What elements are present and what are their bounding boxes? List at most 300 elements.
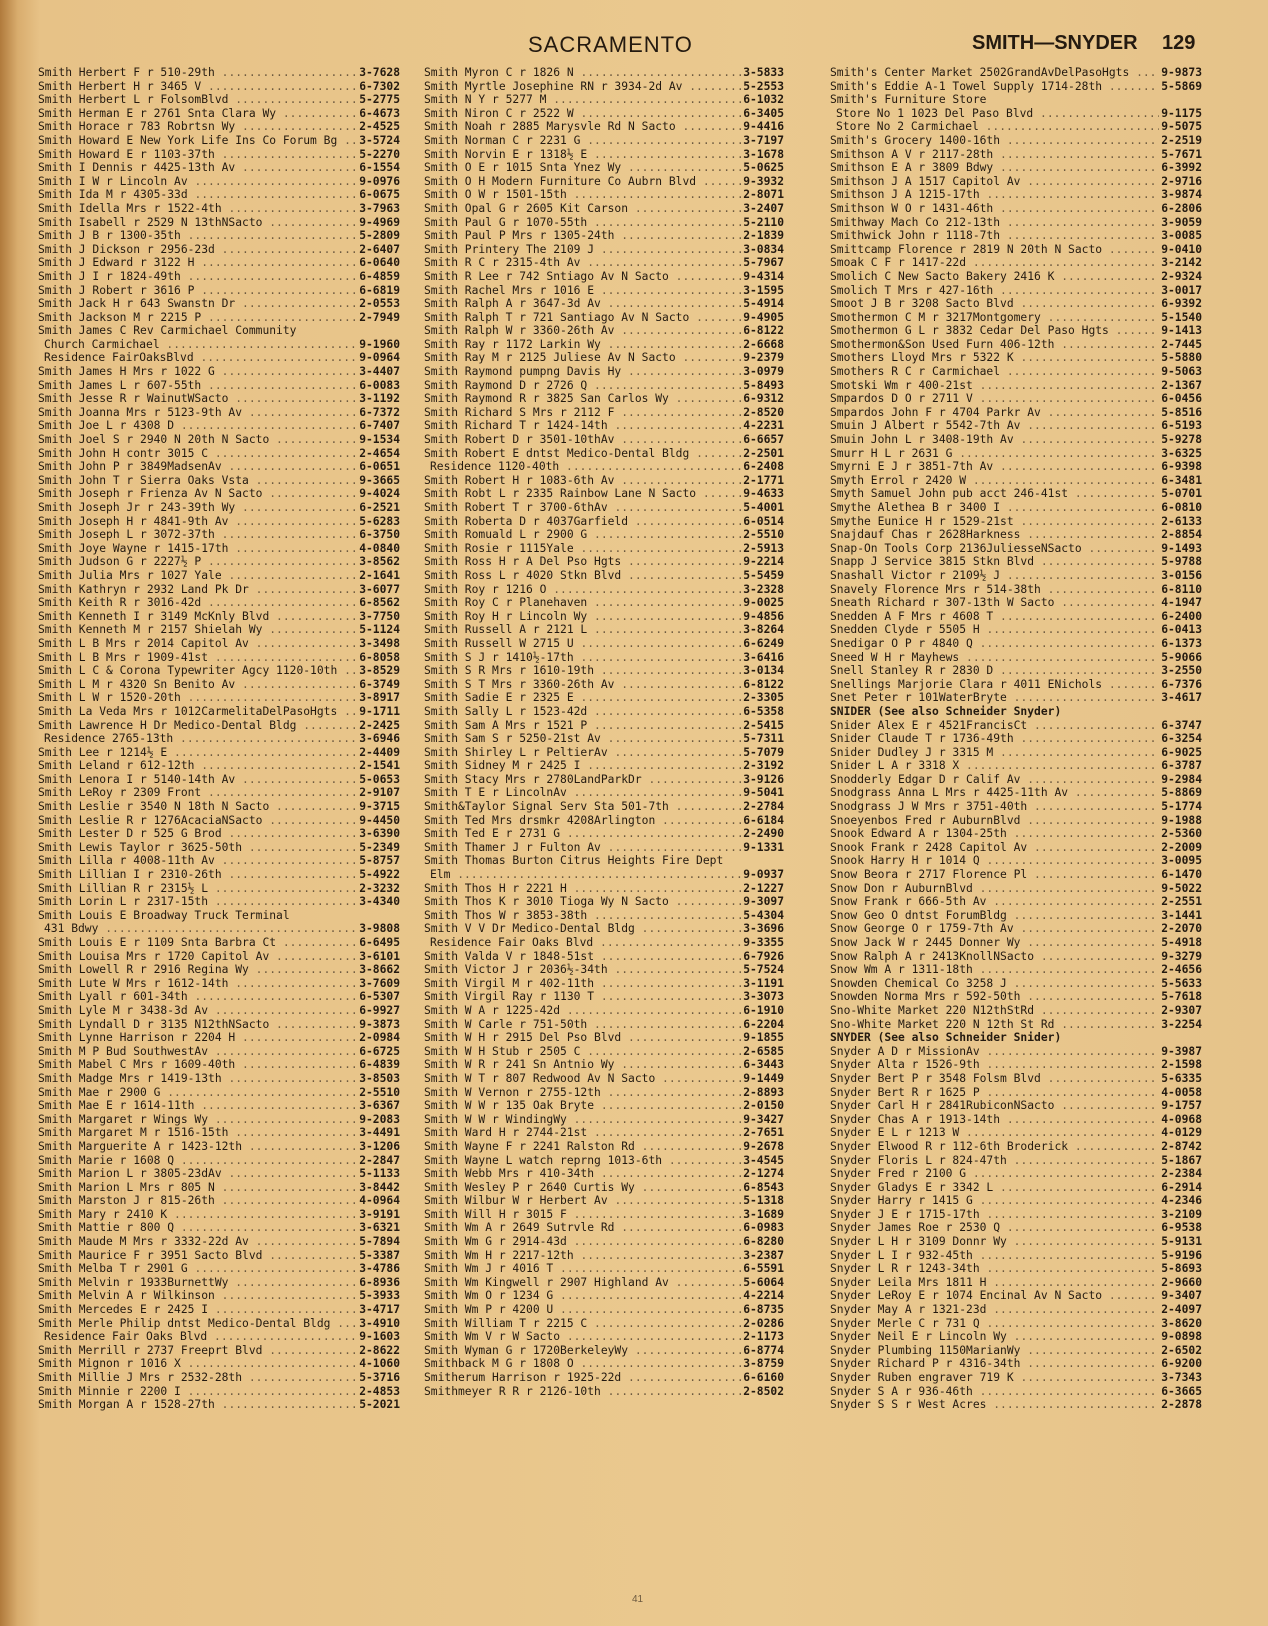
directory-entry: [830, 216, 1202, 230]
directory-entry: [830, 474, 1202, 488]
entry-phone: 2-6502: [1161, 1343, 1202, 1357]
directory-entry: [830, 1167, 1202, 1181]
entry-phone: 9-1449: [743, 1071, 784, 1085]
directory-entry: [830, 1330, 1202, 1344]
entry-phone: 6-0640: [359, 256, 400, 270]
directory-entry: [424, 365, 784, 379]
entry-name: Smith Melvin A r Wilkinson .....: [38, 1289, 357, 1303]
directory-entry: [424, 542, 784, 556]
entry-phone: 5-7311: [743, 732, 784, 746]
directory-entry: [830, 447, 1202, 461]
directory-entry: [830, 596, 1202, 610]
directory-entry: [38, 433, 400, 447]
directory-entry: [424, 392, 784, 406]
entry-name: Smith Stacy Mrs r 2780LandParkDr .....: [424, 773, 741, 787]
entry-name: Snedden Clyde r 5505 H .....: [830, 623, 1159, 637]
entry-phone: 3-8662: [359, 963, 400, 977]
directory-entry: [424, 773, 784, 787]
entry-name: Smith Judson G r 2227½ P .....: [38, 555, 357, 569]
directory-entry: [38, 148, 400, 162]
entry-phone: 3-7343: [1161, 1371, 1202, 1384]
entry-phone: 6-3749: [359, 677, 400, 691]
entry-name: Smith Madge Mrs r 1419-13th .....: [38, 1072, 357, 1086]
entry-name: Residence 2765-13th .....: [38, 732, 357, 746]
directory-entry: [424, 1235, 784, 1249]
entry-phone: 9-3355: [743, 936, 784, 949]
entry-name: Snapp J Service 3815 Stkn Blvd .....: [830, 555, 1159, 569]
entry-phone: 3-9126: [743, 772, 784, 786]
directory-entry: [424, 515, 784, 529]
entry-phone: 3-6416: [743, 650, 784, 664]
entry-name: Smith Mae r 2900 G .....: [38, 1086, 357, 1100]
directory-entry: [38, 460, 400, 474]
entry-phone: 5-4001: [743, 501, 784, 514]
entry-name: Smith Lowell R r 2916 Regina Wy .....: [38, 963, 357, 977]
directory-entry: [424, 80, 784, 94]
entry-phone: 5-1774: [1161, 800, 1202, 814]
entry-phone: 2-1173: [743, 1330, 784, 1344]
entry-phone: 2-3232: [359, 881, 400, 895]
directory-entry: [424, 433, 784, 447]
directory-entry: [424, 854, 784, 868]
directory-entry: [38, 80, 400, 94]
entry-phone: 5-8757: [359, 854, 400, 868]
directory-entry: [830, 963, 1202, 977]
entry-name: Smith Virgil M r 402-11th .....: [424, 977, 741, 991]
entry-name: Snow Frank r 666-5th Av .....: [830, 895, 1159, 909]
directory-entry: [424, 1371, 784, 1385]
entry-phone: 5-7618: [1161, 990, 1202, 1004]
directory-entry: [38, 827, 400, 841]
entry-phone: 2-4654: [359, 446, 400, 460]
entry-name: Snyder Floris L r 824-47th .....: [830, 1154, 1159, 1168]
directory-entry: [424, 1072, 784, 1086]
directory-entry: [38, 1113, 400, 1127]
directory-entry: [830, 365, 1202, 379]
entry-phone: 2-9660: [1161, 1275, 1202, 1289]
entry-phone: 6-6819: [359, 283, 400, 297]
entry-name: Smith Mae E r 1614-11th .....: [38, 1099, 357, 1113]
entry-phone: 9-3279: [1161, 949, 1202, 963]
entry-phone: 3-1206: [359, 1139, 400, 1153]
directory-entry: [38, 392, 400, 406]
entry-name: Smothermon&Son Used Furn 406-12th .....: [830, 338, 1159, 352]
entry-name: Snyder Neil E r Lincoln Wy .....: [830, 1330, 1159, 1344]
entry-name: Smoak C F r 1417-22d .....: [830, 256, 1159, 270]
entry-name: Smithson W O r 1431-46th .....: [830, 202, 1159, 216]
entry-phone: 5-1318: [743, 1194, 784, 1208]
directory-entry: [424, 460, 784, 474]
entry-name: Smith Joseph H r 4841-9th Av .....: [38, 515, 357, 529]
directory-entry: [830, 705, 1202, 719]
entry-phone: 9-3987: [1161, 1044, 1202, 1058]
directory-entry: [38, 229, 400, 243]
entry-phone: 5-7967: [743, 256, 784, 270]
entry-phone: 6-2521: [359, 501, 400, 514]
entry-phone: 5-7079: [743, 745, 784, 759]
entry-name: Smith Kenneth M r 2157 Shielah Wy .....: [38, 623, 357, 637]
entry-phone: 2-6668: [743, 337, 784, 351]
entry-name: Smithway Mach Co 212-13th .....: [830, 216, 1159, 230]
entry-phone: 2-2384: [1161, 1167, 1202, 1181]
entry-name: Smith Joseph L r 3072-37th .....: [38, 528, 357, 542]
directory-entry: [38, 1194, 400, 1208]
entry-phone: 3-6101: [359, 949, 400, 963]
entry-name: Smith W Carle r 751-50th .....: [424, 1018, 741, 1032]
entry-phone: 9-0410: [1161, 242, 1202, 256]
directory-entry: [424, 324, 784, 338]
entry-name: Smith I Dennis r 4425-13th Av .....: [38, 161, 357, 175]
directory-entry: [424, 188, 784, 202]
directory-entry: [424, 256, 784, 270]
directory-entry: [830, 746, 1202, 760]
entry-phone: 6-8058: [359, 650, 400, 664]
entry-name: Smith Lee r 1214½ E .....: [38, 746, 357, 760]
directory-entry: [830, 1262, 1202, 1276]
directory-entry: [830, 623, 1202, 637]
entry-phone: 2-1367: [1161, 378, 1202, 392]
directory-entry: [424, 175, 784, 189]
directory-entry: [424, 1167, 784, 1181]
entry-name: Smithson E A r 3809 Bdwy .....: [830, 161, 1159, 175]
entry-name: Smith Myrtle Josephine RN r 3934-2d Av .....: [424, 80, 741, 94]
directory-entry: [830, 1317, 1202, 1331]
entry-name: Church Carmichael .....: [38, 338, 357, 352]
entry-name: Smith James L r 607-55th .....: [38, 379, 357, 393]
directory-entry: [38, 1357, 400, 1371]
entry-phone: 4-1947: [1161, 596, 1202, 610]
entry-name: Smith Kathryn r 2932 Land Pk Dr .....: [38, 583, 357, 597]
directory-entry: [830, 229, 1202, 243]
directory-entry: [424, 1208, 784, 1222]
entry-name: Smith L C & Corona Typewriter Agcy 1120-10th .....: [38, 664, 357, 678]
entry-name: Smith Keith R r 3016-42d .....: [38, 596, 357, 610]
directory-entry: [38, 1235, 400, 1249]
directory-entry: [38, 1140, 400, 1154]
entry-phone: 9-5041: [743, 786, 784, 800]
directory-entry: [424, 1330, 784, 1344]
entry-phone: 3-0134: [743, 664, 784, 678]
entry-name: Smith Lillian I r 2310-26th .....: [38, 868, 357, 882]
directory-entry: [38, 746, 400, 760]
entry-name: Snider Claude T r 1736-49th .....: [830, 732, 1159, 746]
entry-name: Smithback M G r 1808 O .....: [424, 1357, 741, 1371]
entry-phone: 3-6325: [1161, 446, 1202, 460]
entry-phone: 2-7651: [743, 1126, 784, 1140]
entry-phone: 6-2914: [1161, 1180, 1202, 1194]
directory-entry: [38, 882, 400, 896]
directory-entry: [830, 460, 1202, 474]
entry-phone: 6-1470: [1161, 868, 1202, 882]
entry-phone: 5-8869: [1161, 786, 1202, 800]
directory-entry: [830, 895, 1202, 909]
entry-phone: 5-6283: [359, 514, 400, 528]
entry-phone: 3-7963: [359, 201, 400, 215]
entry-name: Smolich C New Sacto Bakery 2416 K .....: [830, 270, 1159, 284]
directory-entry: [830, 1126, 1202, 1140]
directory-entry: [424, 1194, 784, 1208]
entry-name: Smith Thos H r 2221 H .....: [424, 882, 741, 896]
entry-phone: 2-5913: [743, 541, 784, 555]
directory-entry: [830, 1045, 1202, 1059]
entry-name: Smith Ralph T r 721 Santiago Av N Sacto .....: [424, 311, 741, 325]
entry-phone: [1200, 93, 1202, 107]
directory-entry: [38, 691, 400, 705]
entry-phone: [782, 854, 784, 868]
entry-phone: 6-0675: [359, 188, 400, 202]
entry-phone: 5-2349: [359, 840, 400, 854]
entry-phone: 9-3097: [743, 895, 784, 909]
entry-name: Smuin J Albert r 5542-7th Av .....: [830, 419, 1159, 433]
directory-entry: [424, 1317, 784, 1331]
directory-entry: [38, 854, 400, 868]
entry-phone: 3-0095: [1161, 854, 1202, 868]
entry-name: Smith La Veda Mrs r 1012CarmelitaDelPasoHgts .....: [38, 705, 357, 719]
directory-entry: [38, 1385, 400, 1399]
entry-name: Snell Stanley R r 2830 D .....: [830, 664, 1159, 678]
directory-entry: [38, 406, 400, 420]
directory-entry: [830, 691, 1202, 705]
entry-name: Snyder James Roe r 2530 Q .....: [830, 1221, 1159, 1235]
entry-name: Smith Louisa Mrs r 1720 Capitol Av .....: [38, 950, 357, 964]
entry-name: Snyder Merle C r 731 Q .....: [830, 1317, 1159, 1331]
entry-name: Smith Victor J r 2036½-34th .....: [424, 963, 741, 977]
directory-entry: [38, 1154, 400, 1168]
directory-entry: [830, 256, 1202, 270]
entry-name: Snow George O r 1759-7th Av .....: [830, 922, 1159, 936]
entry-name: Smith Roy C r Planehaven .....: [424, 596, 741, 610]
entry-name: Smith Thos W r 3853-38th .....: [424, 909, 741, 923]
entry-name: Smith Joanna Mrs r 5123-9th Av .....: [38, 406, 357, 420]
entry-name: Smith S T Mrs r 3360-26th Av .....: [424, 678, 741, 692]
entry-name: Smith Sam A Mrs r 1521 P .....: [424, 719, 741, 733]
entry-name: Smith Will H r 3015 F .....: [424, 1208, 741, 1222]
entry-name: Smith Jack H r 643 Swanstn Dr .....: [38, 297, 357, 311]
entry-phone: 5-9131: [1161, 1235, 1202, 1249]
entry-phone: 2-0150: [743, 1099, 784, 1113]
entry-phone: 2-1227: [743, 881, 784, 895]
entry-name: Smith Idella Mrs r 1522-4th .....: [38, 202, 357, 216]
entry-phone: 3-8562: [359, 555, 400, 569]
entry-name: Snodderly Edgar D r Calif Av .....: [830, 773, 1159, 787]
directory-entry: [424, 93, 784, 107]
entry-name: Smitherum Harrison r 1925-22d .....: [424, 1371, 741, 1385]
entry-name: Smith Lute W Mrs r 1612-14th .....: [38, 977, 357, 991]
entry-name: Smyth Samuel John pub acct 246-41st .....: [830, 487, 1159, 501]
directory-entry: [38, 583, 400, 597]
entry-phone: [398, 909, 400, 923]
entry-name: Smith's Eddie A-1 Towel Supply 1714-28th .....: [830, 80, 1159, 94]
entry-name: Smith Valda V r 1848-51st .....: [424, 950, 741, 964]
entry-name: Smith Wyman G r 1720BerkeleyWy .....: [424, 1344, 741, 1358]
entry-name: Smith Wm V r W Sacto .....: [424, 1330, 741, 1344]
directory-entry: [830, 161, 1202, 175]
entry-name: Smith W H r 2915 Del Pso Blvd .....: [424, 1031, 741, 1045]
entry-phone: 9-0976: [359, 174, 400, 188]
entry-name: Smith Lilla r 4008-11th Av .....: [38, 854, 357, 868]
directory-entry: [424, 66, 784, 80]
entry-name: Smith W H Stub r 2505 C .....: [424, 1045, 741, 1059]
entry-name: Smith Herbert F r 510-29th .....: [38, 66, 357, 80]
directory-entry: [38, 732, 400, 746]
entry-phone: 3-8442: [359, 1180, 400, 1194]
entry-name: Smith Mattie r 800 Q .....: [38, 1221, 357, 1235]
entry-name: Smith J Robert r 3616 P .....: [38, 284, 357, 298]
entry-phone: 6-5358: [743, 704, 784, 718]
entry-phone: 6-3787: [1161, 759, 1202, 773]
entry-name: Smith O E r 1015 Snta Ynez Wy .....: [424, 161, 741, 175]
entry-name: Smith Marion L Mrs r 805 N .....: [38, 1181, 357, 1195]
entry-phone: 9-2678: [743, 1139, 784, 1153]
directory-entry: [424, 691, 784, 705]
entry-name: Smith Sam S r 5250-21st Av .....: [424, 732, 741, 746]
entry-name: Snider Dudley J r 3315 M .....: [830, 746, 1159, 760]
entry-name: Smyrni E J r 3851-7th Av .....: [830, 460, 1159, 474]
entry-phone: 2-6585: [743, 1044, 784, 1058]
entry-phone: 5-1124: [359, 623, 400, 637]
entry-name: Smith Paul G r 1070-55th .....: [424, 216, 741, 230]
directory-entry: [830, 1113, 1202, 1127]
entry-phone: 3-4717: [359, 1303, 400, 1317]
entry-phone: 3-4491: [359, 1126, 400, 1140]
directory-entry: [830, 351, 1202, 365]
directory-entry: [424, 1018, 784, 1032]
entry-phone: 6-7407: [359, 419, 400, 433]
entry-phone: 3-0979: [743, 365, 784, 379]
entry-name: Smith Rachel Mrs r 1016 E .....: [424, 284, 741, 298]
entry-name: Smith Norvin E r 1318½ E .....: [424, 148, 741, 162]
entry-name: Snyder L H r 3109 Donnr Wy .....: [830, 1235, 1159, 1249]
directory-entry: [424, 1031, 784, 1045]
directory-entry: [830, 759, 1202, 773]
entry-phone: 4-0968: [1161, 1112, 1202, 1126]
entry-phone: 4-0129: [1161, 1126, 1202, 1140]
entry-name: Smith Joe L r 4308 D .....: [38, 419, 357, 433]
entry-name: Smith Minnie r 2200 I .....: [38, 1385, 357, 1399]
entry-phone: 6-9538: [1161, 1221, 1202, 1235]
directory-entry: [424, 922, 784, 936]
entry-phone: 6-8735: [743, 1303, 784, 1317]
entry-name: Smith J Dickson r 2956-23d .....: [38, 243, 357, 257]
entry-phone: 5-3933: [359, 1289, 400, 1303]
directory-entry: [830, 284, 1202, 298]
directory-entry: [830, 719, 1202, 733]
entry-phone: 6-4859: [359, 269, 400, 283]
entry-name: Residence Fair Oaks Blvd .....: [38, 1330, 357, 1344]
directory-entry: [830, 188, 1202, 202]
entry-phone: 6-0456: [1161, 392, 1202, 406]
directory-entry: [830, 1344, 1202, 1358]
entry-phone: 3-2550: [1161, 664, 1202, 678]
directory-entry: [830, 338, 1202, 352]
entry-name: Smythe Eunice H r 1529-21st .....: [830, 515, 1159, 529]
entry-name: Smith Ralph A r 3647-3d Av .....: [424, 297, 741, 311]
directory-entry: [38, 1371, 400, 1385]
entry-phone: 5-8693: [1161, 1262, 1202, 1276]
entry-name: Smith Wm Kingwell r 2907 Highland Av .....: [424, 1276, 741, 1290]
entry-phone: 2-2784: [743, 800, 784, 814]
entry-name: Smith Melvin r 1933BurnettWy .....: [38, 1276, 357, 1290]
entry-name: Snowden Chemical Co 3258 J .....: [830, 977, 1159, 991]
entry-phone: 5-4922: [359, 868, 400, 882]
directory-entry: [38, 501, 400, 515]
directory-entry: [830, 1031, 1202, 1045]
entry-phone: 6-3443: [743, 1058, 784, 1072]
entry-name: SNYDER (See also Schneider Snider): [830, 1031, 1062, 1045]
directory-entry: [830, 1303, 1202, 1317]
page-number: 129: [1162, 32, 1196, 54]
directory-entry: [38, 814, 400, 828]
entry-name: Smith John H contr 3015 C .....: [38, 447, 357, 461]
entry-phone: 3-6077: [359, 582, 400, 596]
entry-phone: 9-5075: [1161, 120, 1202, 134]
entry-phone: 4-2346: [1161, 1194, 1202, 1208]
entry-name: Smith Louis E r 1109 Snta Barbra Ct .....: [38, 936, 357, 950]
entry-phone: 5-9196: [1161, 1248, 1202, 1262]
directory-entry: [830, 311, 1202, 325]
directory-entry: [38, 1249, 400, 1263]
entry-phone: 6-1032: [743, 93, 784, 107]
directory-entry: [424, 487, 784, 501]
entry-phone: 3-2109: [1161, 1207, 1202, 1221]
entry-name: Smith Romuald L r 2900 G .....: [424, 528, 741, 542]
entry-phone: 3-2142: [1161, 256, 1202, 270]
entry-phone: 6-0083: [359, 378, 400, 392]
entry-phone: 2-8622: [359, 1343, 400, 1357]
directory-entry: [830, 1154, 1202, 1168]
entry-name: Smuin John L r 3408-19th Av .....: [830, 433, 1159, 447]
directory-entry: [424, 1262, 784, 1276]
directory-entry: [424, 950, 784, 964]
entry-name: Smith Mignon r 1016 X .....: [38, 1357, 357, 1371]
directory-entry: [424, 719, 784, 733]
entry-phone: 6-8774: [743, 1343, 784, 1357]
entry-name: Smith Printery The 2109 J .....: [424, 243, 741, 257]
entry-phone: 9-1175: [1161, 106, 1202, 120]
entry-phone: 3-9808: [359, 922, 400, 936]
directory-entry: [38, 379, 400, 393]
entry-name: Smith Merle Philip dntst Medico-Dental Bldg .....: [38, 1317, 357, 1331]
directory-entry: [424, 583, 784, 597]
directory-entry: [38, 161, 400, 175]
directory-entry: [424, 1140, 784, 1154]
entry-name: Smith W R r 241 Sn Antnio Wy .....: [424, 1058, 741, 1072]
entry-phone: 9-4969: [359, 215, 400, 229]
entry-name: Snyder Ruben engraver 719 K .....: [830, 1371, 1159, 1385]
entry-phone: 9-4905: [743, 310, 784, 324]
directory-entry: [830, 93, 1202, 107]
directory-entry: [830, 1194, 1202, 1208]
directory-entry: [38, 759, 400, 773]
entry-name: Smothermon C M r 3217Montgomery .....: [830, 311, 1159, 325]
entry-name: Smith Joseph r Frienza Av N Sacto .....: [38, 487, 357, 501]
entry-name: Smith W T r 807 Redwood Av N Sacto .....: [424, 1072, 741, 1086]
entry-phone: 9-1493: [1161, 541, 1202, 555]
entry-phone: 3-1689: [743, 1207, 784, 1221]
entry-phone: 9-3715: [359, 800, 400, 814]
directory-entry: [38, 555, 400, 569]
entry-phone: 5-4304: [743, 908, 784, 922]
directory-entry: [830, 814, 1202, 828]
directory-entry: [424, 1004, 784, 1018]
entry-name: Smith Margaret M r 1516-15th .....: [38, 1126, 357, 1140]
directory-entry: [830, 678, 1202, 692]
entry-phone: 4-0840: [359, 541, 400, 555]
directory-entry: [830, 202, 1202, 216]
entry-name: Smith W W r WindingWy .....: [424, 1113, 741, 1127]
directory-entry: [424, 990, 784, 1004]
entry-phone: 2-2847: [359, 1153, 400, 1167]
